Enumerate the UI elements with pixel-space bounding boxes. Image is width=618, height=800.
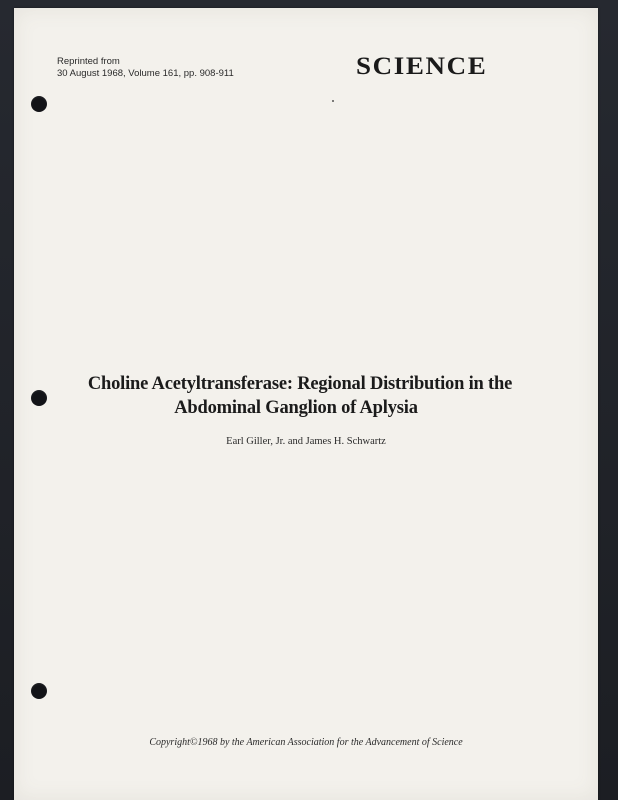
- reprint-source-label: Reprinted from: [57, 56, 120, 67]
- punch-hole-bottom: [31, 683, 47, 699]
- article-title-line-2: Abdominal Ganglion of Aplysia: [174, 398, 418, 418]
- paper-speck: [332, 100, 334, 102]
- journal-masthead: SCIENCE: [356, 53, 488, 80]
- punch-hole-top: [31, 96, 47, 112]
- article-authors: Earl Giller, Jr. and James H. Schwartz: [226, 436, 386, 447]
- reprint-info: [57, 56, 234, 80]
- document-page: [14, 8, 598, 800]
- article-title: [14, 372, 598, 420]
- article-title-line-1: Choline Acetyltransferase: Regional Distribution in the: [87, 374, 513, 394]
- reprint-citation: 30 August 1968, Volume 161, pp. 908-911: [57, 68, 234, 79]
- copyright-notice: Copyright©1968 by the American Association for the Advancement of Science: [149, 737, 463, 748]
